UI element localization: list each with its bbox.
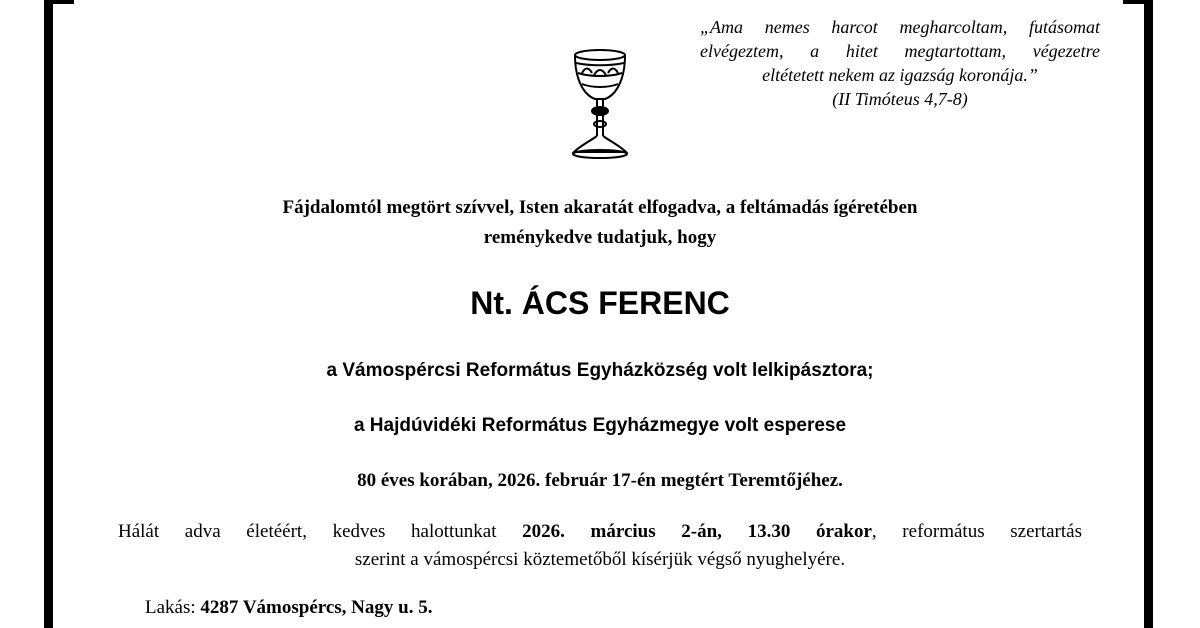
- announcement-intro: [100, 193, 1100, 253]
- quote-line: eltétetett nekem az igazság koronája.”: [762, 65, 1038, 85]
- intro-line: Fájdalomtól megtört szívvel, Isten akaratát elfogadva, a feltámadás ígéretében: [282, 197, 918, 218]
- funeral-line: [118, 518, 1082, 546]
- intro-line: reménykedve tudatjuk, hogy: [483, 227, 717, 248]
- bible-quote: [700, 15, 1100, 111]
- funeral-suffix: , református szertartás: [871, 521, 1082, 542]
- role-line: a Vámospércsi Református Egyházközség volt lelkipásztora;: [326, 360, 874, 381]
- funeral-date-time: 2026. március 2-án, 13.30 órakor: [522, 521, 872, 542]
- quote-reference: (II Timóteus 4,7-8): [832, 89, 968, 109]
- mourning-border-left: [44, 0, 53, 628]
- quote-line: elvégeztem, a hitet megtartottam, végezetre: [700, 41, 1100, 61]
- address-value: 4287 Vámospércs, Nagy u. 5.: [200, 597, 433, 618]
- mourning-border-top-right: [1123, 0, 1153, 4]
- deceased-name: Nt. ÁCS FERENC: [470, 285, 730, 321]
- funeral-prefix: Hálát adva életéért, kedves halottunkat: [118, 521, 523, 542]
- funeral-details: [118, 518, 1082, 574]
- mourning-border-top-left: [44, 0, 74, 4]
- quote-line: „Ama nemes harcot megharcoltam, futásomat: [700, 17, 1100, 37]
- role-line: a Hajdúvidéki Református Egyházmegye volt esperese: [353, 415, 847, 436]
- residence-address: [145, 594, 745, 622]
- death-notice: 80 éves korában, 2026. február 17-én megtért Teremtőjéhez.: [357, 470, 843, 491]
- address-label: Lakás:: [145, 597, 201, 618]
- funeral-line-2: szerint a vámospércsi köztemetőből kísérjük végső nyughelyére.: [354, 549, 846, 570]
- chalice-icon: [560, 44, 640, 162]
- mourning-border-right: [1144, 0, 1153, 628]
